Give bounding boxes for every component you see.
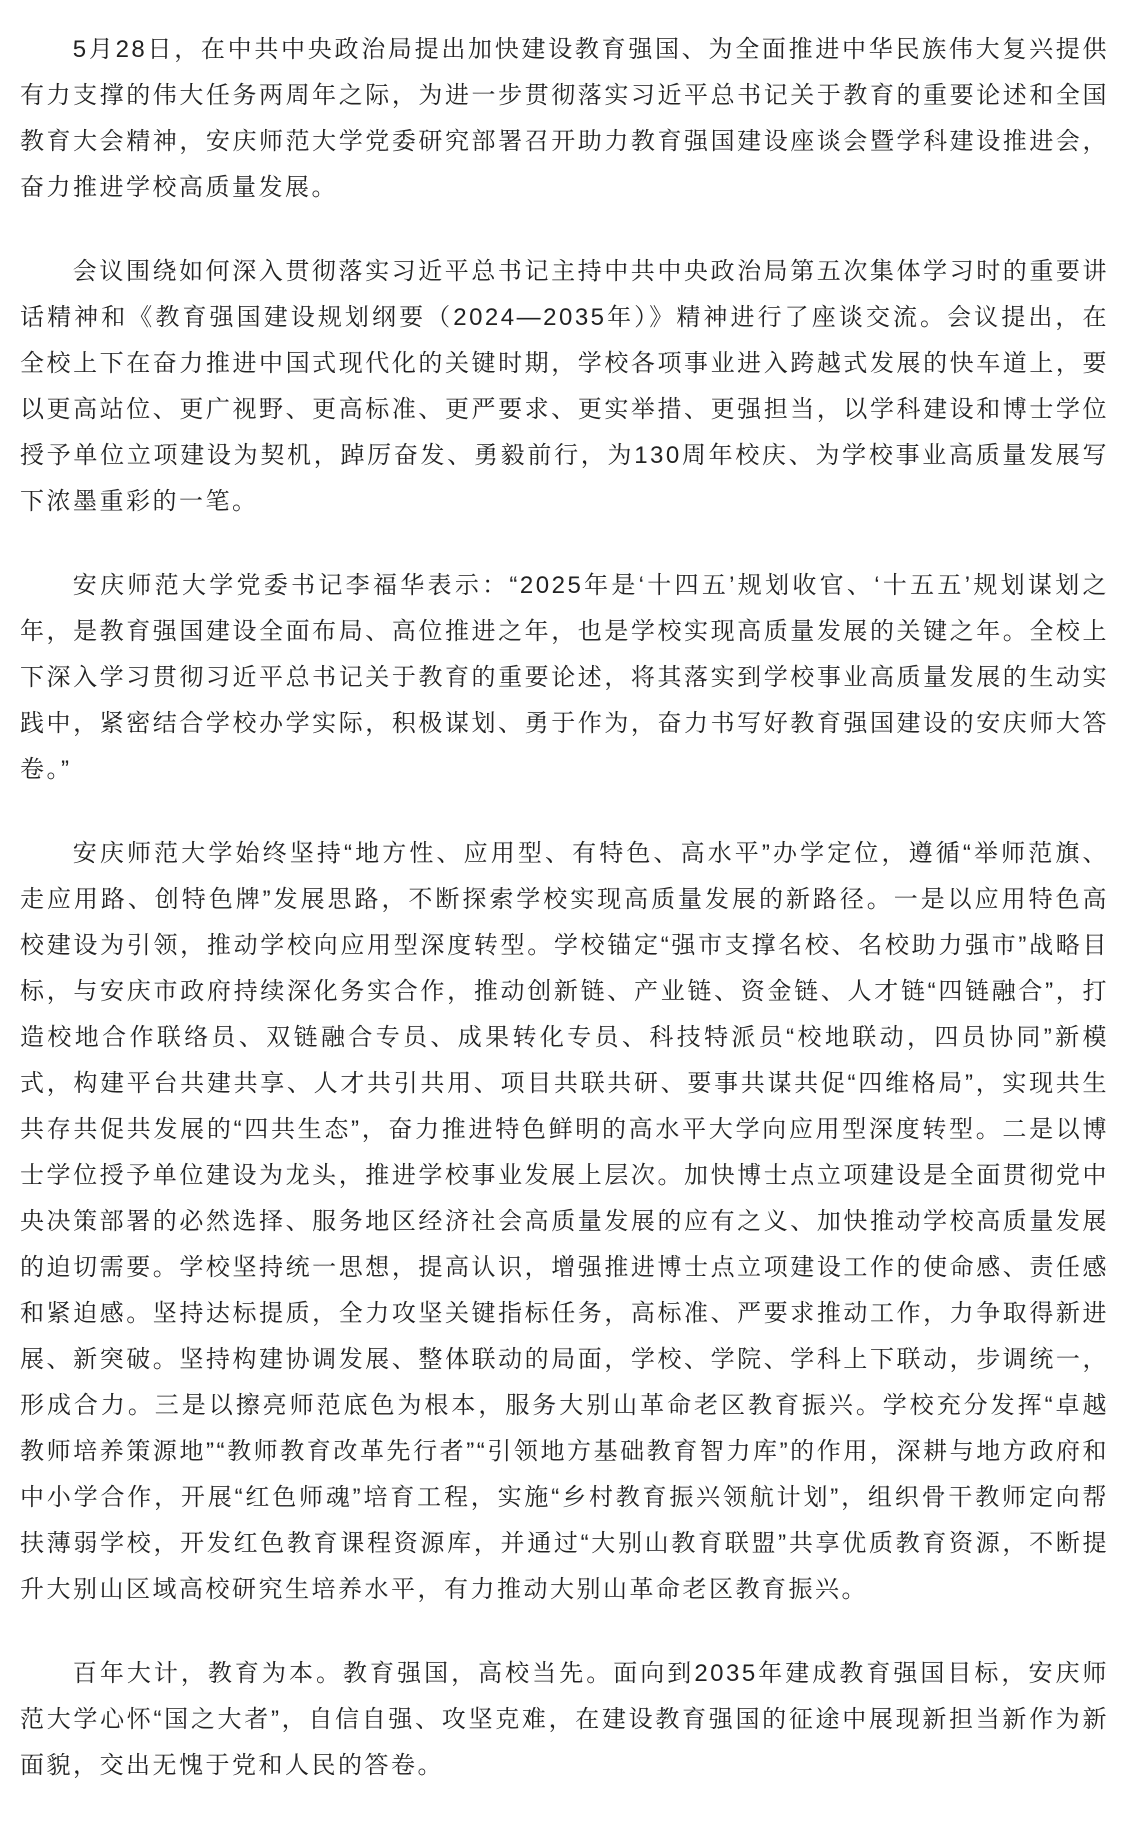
paragraph-conclusion: 百年大计，教育为本。教育强国，高校当先。面向到2035年建成教育强国目标，安庆师范大学心怀“国之大者”，自信自强、攻坚克难，在建设教育强国的征途中展现新担当新作为新面貌，交出无愧于党和人民的答卷。 (20, 1660, 1109, 1779)
paragraph-meeting-discussion: 会议围绕如何深入贯彻落实习近平总书记主持中共中央政治局第五次集体学习时的重要讲话精神和《教育强国建设规划纲要（2024—2035年）》精神进行了座谈交流。会议提出，在全校上下在奋力推进中国式现代化的关键时期，学校各项事业进入跨越式发展的快车道上，要以更高站位、更广视野、更高标准、更严要求、更实举措、更强担当，以学科建设和博士学位授予单位立项建设为契机，踔厉奋发、勇毅前行，为130周年校庆、为学校事业高质量发展写下浓墨重彩的一笔。 (20, 258, 1109, 515)
paragraph-development-path: 安庆师范大学始终坚持“地方性、应用型、有特色、高水平”办学定位，遵循“举师范旗、走应用路、创特色牌”发展思路，不断探索学校实现高质量发展的新路径。一是以应用特色高校建设为引领，推动学校向应用型深度转型。学校锚定“强市支撑名校、名校助力强市”战略目标，与安庆市政府持续深化务实合作，推动创新链、产业链、资金链、人才链“四链融合”，打造校地合作联络员、双链融合专员、成果转化专员、科技特派员“校地联动，四员协同”新模式，构建平台共建共享、人才共引共用、项目共联共研、要事共谋共促“四维格局”，实现共生共存共促共发展的“四共生态”，奋力推进特色鲜明的高水平大学向应用型深度转型。二是以博士学位授予单位建设为龙头，推进学校事业发展上层次。加快博士点立项建设是全面贯彻党中央决策部署的必然选择、服务地区经济社会高质量发展的应有之义、加快推动学校高质量发展的迫切需要。学校坚持统一思想，提高认识，增强推进博士点立项建设工作的使命感、责任感和紧迫感。坚持达标提质，全力攻坚关键指标任务，高标准、严要求推动工作，力争取得新进展、新突破。坚持构建协调发展、整体联动的局面，学校、学院、学科上下联动，步调统一，形成合力。三是以擦亮师范底色为根本，服务大别山革命老区教育振兴。学校充分发挥“卓越教师培养策源地”“教师教育改革先行者”“引领地方基础教育智力库”的作用，深耕与地方政府和中小学合作，开展“红色师魂”培育工程，实施“乡村教育振兴领航计划”，组织骨干教师定向帮扶薄弱学校，开发红色教育课程资源库，并通过“大别山教育联盟”共享优质教育资源，不断提升大别山区域高校研究生培养水平，有力推动大别山革命老区教育振兴。 (20, 840, 1109, 1603)
paragraph-intro: 5月28日，在中共中央政治局提出加快建设教育强国、为全面推进中华民族伟大复兴提供有力支撑的伟大任务两周年之际，为进一步贯彻落实习近平总书记关于教育的重要论述和全国教育大会精神，安庆师范大学党委研究部署召开助力教育强国建设座谈会暨学科建设推进会，奋力推进学校高质量发展。 (20, 36, 1109, 201)
paragraph-secretary-quote: 安庆师范大学党委书记李福华表示：“2025年是‘十四五’规划收官、‘十五五’规划谋划之年，是教育强国建设全面布局、高位推进之年，也是学校实现高质量发展的关键之年。全校上下深入学习贯彻习近平总书记关于教育的重要论述，将其落实到学校事业高质量发展的生动实践中，紧密结合学校办学实际，积极谋划、勇于作为，奋力书写好教育强国建设的安庆师大答卷。” (20, 572, 1109, 783)
